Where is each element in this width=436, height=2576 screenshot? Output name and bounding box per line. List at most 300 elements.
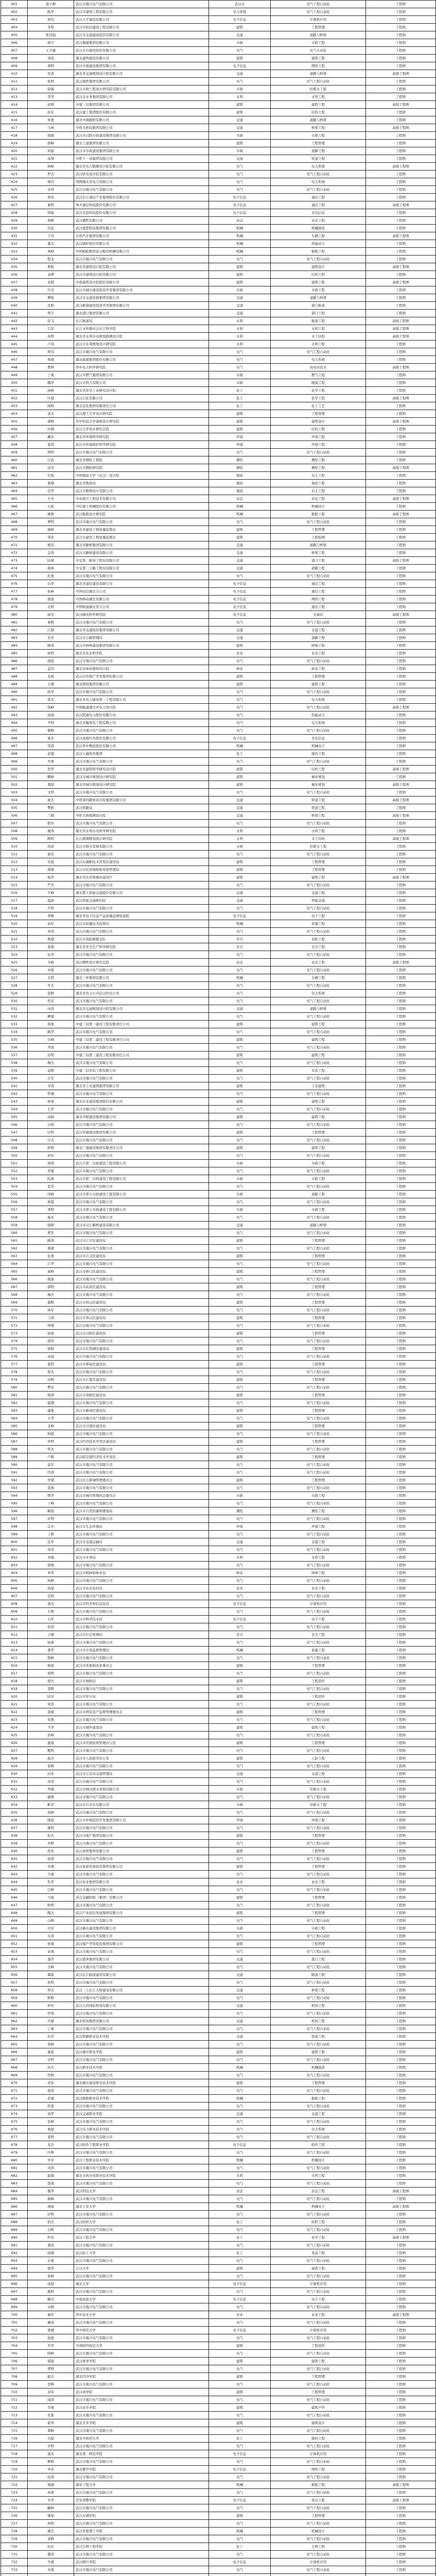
employer-name-cell: 中国能建湖北省电力设计院: [74, 704, 209, 711]
employer-name-cell: 湖北水利水电职业技术学院: [74, 2172, 209, 2180]
person-name-cell: 伊涛: [28, 2010, 74, 2018]
employer-name-cell: 武汉市晟兴电气有限公司: [74, 256, 209, 263]
table-row: [1, 742, 436, 750]
title-level-cell: 工程师: [366, 1531, 436, 1538]
employer-name-cell: 湖北建科建设有限公司: [74, 55, 209, 62]
specialty-cell: 电子工程: [271, 2296, 366, 2303]
row-number-cell: 571: [1, 1314, 28, 1322]
specialty-cell: 林业工程: [271, 665, 366, 673]
category-cell: 电气: [209, 2551, 271, 2558]
employer-name-cell: 烽火通信科技股份有限公司: [74, 201, 209, 209]
title-level-cell: 工程师: [366, 1113, 436, 1121]
category-cell: 电气: [209, 1979, 271, 1987]
category-cell: 电气: [209, 1368, 271, 1376]
row-number-cell: 621: [1, 1701, 28, 1708]
category-cell: 电气: [209, 2025, 271, 2033]
title-level-cell: 工程师: [366, 1129, 436, 1137]
table-row: [1, 526, 436, 534]
specialty-cell: 工程管理: [271, 1252, 366, 1260]
category-cell: 建筑: [209, 781, 271, 789]
table-row: [1, 2504, 436, 2512]
table-row: [1, 1021, 436, 1028]
title-level-cell: 工程师: [366, 665, 436, 673]
title-level-cell: 工程师: [366, 379, 436, 387]
title-level-cell: 工程师: [366, 758, 436, 766]
employer-name-cell: 湖北省水利水电科学研究院: [74, 827, 209, 835]
category-cell: 建筑: [209, 140, 271, 147]
table-row: [1, 163, 436, 171]
category-cell: 建筑: [209, 1036, 271, 1044]
category-cell: 建筑: [209, 24, 271, 31]
person-name-cell: 封军: [28, 1770, 74, 1778]
category-cell: 水利: [209, 93, 271, 101]
category-cell: 电气: [209, 2504, 271, 2512]
employer-name-cell: 武汉市晟兴电气有限公司: [74, 2427, 209, 2435]
title-level-cell: 工程师: [366, 2450, 436, 2458]
employer-name-cell: 武汉市燃气集团有限公司: [74, 371, 209, 379]
title-level-cell: 工程师: [366, 132, 436, 140]
employer-name-cell: 武汉凯迪电力股份有限公司: [74, 711, 209, 719]
employer-name-cell: 武汉市晟兴电气有限公司: [74, 2103, 209, 2110]
title-level-cell: 工程师: [366, 2072, 436, 2079]
specialty-cell: 电气工程自动化: [271, 2396, 366, 2404]
category-cell: 电子信息: [209, 1600, 271, 1608]
category-cell: 电气: [209, 619, 271, 626]
category-cell: 交通: [209, 626, 271, 634]
row-number-cell: 410: [1, 70, 28, 78]
specialty-cell: 工程管理: [271, 1848, 366, 1855]
category-cell: 电气: [209, 449, 271, 456]
employer-name-cell: 武汉市晟兴电气有限公司: [74, 2087, 209, 2095]
person-name-cell: 沿明: [28, 1052, 74, 1059]
category-cell: 建筑: [209, 2079, 271, 2087]
row-number-cell: 587: [1, 1438, 28, 1446]
table-row: [1, 93, 436, 101]
table-row: [1, 1090, 436, 1098]
specialty-cell: 高电压技术: [271, 364, 366, 371]
category-cell: 化工: [209, 2218, 271, 2226]
employer-name-cell: 武汉市晟兴电气有限公司: [74, 449, 209, 456]
row-number-cell: 504: [1, 796, 28, 804]
person-name-cell: 巴峰: [28, 1886, 74, 1894]
employer-name-cell: 武汉市交通建设投资有限公司: [74, 31, 209, 39]
table-row: [1, 395, 436, 402]
category-cell: 电气: [209, 1430, 271, 1438]
employer-name-cell: 武汉产业投资发展集团有限公司: [74, 1909, 209, 1917]
category-cell: 交通: [209, 155, 271, 163]
person-name-cell: 叶辉: [28, 2149, 74, 2157]
row-number-cell: 617: [1, 1670, 28, 1677]
category-cell: 电气: [209, 1747, 271, 1755]
title-level-cell: 工程师: [366, 2249, 436, 2257]
title-level-cell: 工程师: [366, 1106, 436, 1113]
title-level-cell: 高级工程师: [366, 333, 436, 341]
title-level-cell: 工程师: [366, 2257, 436, 2265]
table-row: [1, 2110, 436, 2118]
specialty-cell: 电气工程自动化: [271, 1546, 366, 1554]
category-cell: 电气: [209, 1948, 271, 1956]
employer-name-cell: 武汉市晟兴电气有限公司: [74, 1, 209, 8]
row-number-cell: 426: [1, 194, 28, 201]
employer-name-cell: 武汉市城市规划设计研究院: [74, 773, 209, 781]
title-level-cell: 高级工程师: [366, 611, 436, 619]
row-number-cell: 564: [1, 1260, 28, 1268]
title-level-cell: 工程师: [366, 2458, 436, 2466]
employer-name-cell: 湖北机场集团有限公司: [74, 2018, 209, 2025]
employer-name-cell: 武汉市建设工程质量监督站: [74, 534, 209, 541]
specialty-cell: 交通工程: [271, 2110, 366, 2118]
employer-name-cell: 武汉市测绘研究院: [74, 464, 209, 472]
title-level-cell: 工程师: [366, 851, 436, 858]
row-number-cell: 591: [1, 1469, 28, 1477]
table-row: [1, 1863, 436, 1871]
category-cell: 电子信息: [209, 603, 271, 611]
table-row: [1, 24, 436, 31]
person-name-cell: 贺华: [28, 766, 74, 773]
person-name-cell: 焦军: [28, 997, 74, 1005]
category-cell: 电气: [209, 1809, 271, 1817]
title-level-cell: 工程师: [366, 688, 436, 696]
title-level-cell: 工程师: [366, 1283, 436, 1291]
category-cell: 电气: [209, 2566, 271, 2574]
category-cell: 电气: [209, 1685, 271, 1693]
table-row: [1, 1956, 436, 1963]
row-number-cell: 709: [1, 2381, 28, 2388]
title-level-cell: 工程师: [366, 1013, 436, 1021]
specialty-cell: 电气工程自动化: [271, 1214, 366, 1222]
table-row: [1, 928, 436, 936]
specialty-cell: 电气工程自动化: [271, 1994, 366, 2002]
person-name-cell: 苏明: [28, 333, 74, 341]
employer-name-cell: 武汉市晟兴电气有限公司: [74, 572, 209, 580]
specialty-cell: 电气工程自动化: [271, 1531, 366, 1538]
row-number-cell: 441: [1, 310, 28, 317]
person-name-cell: 房斌: [28, 1477, 74, 1484]
employer-name-cell: 中铁第四勘察设计院集团有限公司: [74, 796, 209, 804]
title-level-cell: 工程师: [366, 1716, 436, 1724]
title-level-cell: 工程师: [366, 1144, 436, 1152]
person-name-cell: 赖峰: [28, 773, 74, 781]
title-level-cell: 工程师: [366, 858, 436, 866]
table-row: [1, 1361, 436, 1368]
table-row: [1, 920, 436, 928]
table-row: [1, 16, 436, 24]
row-number-cell: 555: [1, 1191, 28, 1198]
row-number-cell: 669: [1, 2072, 28, 2079]
table-row: [1, 487, 436, 495]
employer-name-cell: 武汉市晟兴电气有限公司: [74, 619, 209, 626]
specialty-cell: 电气工程自动化: [271, 1337, 366, 1345]
category-cell: 机械: [209, 920, 271, 928]
row-number-cell: 424: [1, 178, 28, 186]
row-number-cell: 482: [1, 626, 28, 634]
specialty-cell: 电气工程自动化: [271, 1685, 366, 1693]
row-number-cell: 650: [1, 1925, 28, 1933]
category-cell: 电气: [209, 1840, 271, 1848]
title-level-cell: 工程师: [366, 1616, 436, 1623]
category-cell: 机械: [209, 2203, 271, 2211]
category-cell: 化工: [209, 2435, 271, 2443]
row-number-cell: 620: [1, 1693, 28, 1701]
row-number-cell: 452: [1, 395, 28, 402]
category-cell: 建筑: [209, 426, 271, 433]
person-name-cell: 宿杰: [28, 2218, 74, 2226]
person-name-cell: 裘勇: [28, 1484, 74, 1492]
employer-name-cell: 武汉市晟兴电气有限公司: [74, 1701, 209, 1708]
category-cell: 市政: [209, 1786, 271, 1793]
title-level-cell: 工程师: [366, 2473, 436, 2481]
table-row: [1, 2226, 436, 2234]
specialty-cell: 机械电子: [271, 742, 366, 750]
person-name-cell: 骆峰: [28, 1345, 74, 1353]
table-row: [1, 843, 436, 851]
table-row: [1, 70, 436, 78]
table-row: [1, 959, 436, 967]
employer-name-cell: 湖北省农业科学院: [74, 650, 209, 657]
category-cell: 交通: [209, 310, 271, 317]
table-row: [1, 1909, 436, 1917]
specialty-cell: 电气工程自动化: [271, 1608, 366, 1616]
table-row: [1, 1623, 436, 1631]
person-name-cell: 裴辉: [28, 1685, 74, 1693]
employer-name-cell: 武汉市晟兴电气有限公司: [74, 186, 209, 194]
row-number-cell: 465: [1, 495, 28, 503]
row-number-cell: 641: [1, 1855, 28, 1863]
title-level-cell: 工程师: [366, 371, 436, 379]
table-row: [1, 688, 436, 696]
row-number-cell: 553: [1, 1175, 28, 1183]
category-cell: 电气: [209, 2365, 271, 2373]
category-cell: 电气: [209, 1778, 271, 1786]
specialty-cell: 电气工程自动化: [271, 1368, 366, 1376]
person-name-cell: 黎华: [28, 2188, 74, 2195]
person-name-cell: 全峰: [28, 1963, 74, 1971]
employer-name-cell: 武汉市发展和改革委员会: [74, 1662, 209, 1670]
employer-name-cell: 武汉天河国际机场有限公司: [74, 2002, 209, 2010]
row-number-cell: 706: [1, 2358, 28, 2365]
person-name-cell: 邴磊: [28, 1817, 74, 1824]
category-cell: 农业: [209, 2311, 271, 2319]
table-row: [1, 773, 436, 781]
category-cell: 交通: [209, 549, 271, 557]
person-name-cell: 能杰: [28, 2373, 74, 2381]
title-level-cell: 工程师: [366, 39, 436, 47]
employer-name-cell: 武汉市科学技术局: [74, 1616, 209, 1623]
title-level-cell: 工程师: [366, 1198, 436, 1206]
person-name-cell: 梅杰: [28, 1059, 74, 1067]
specialty-cell: 计算机应用: [271, 16, 366, 24]
title-level-cell: 工程师: [366, 1276, 436, 1283]
employer-name-cell: 武汉市晟兴电气有限公司: [74, 1167, 209, 1175]
specialty-cell: 电气工程自动化: [271, 2242, 366, 2249]
person-name-cell: 郦峰: [28, 2504, 74, 2512]
title-level-cell: 工程师: [366, 1044, 436, 1052]
title-level-cell: 工程师: [366, 116, 436, 124]
title-level-cell: 工程师: [366, 735, 436, 742]
table-row: [1, 286, 436, 294]
row-number-cell: 582: [1, 1399, 28, 1407]
category-cell: 市政: [209, 371, 271, 379]
person-name-cell: 庄军: [28, 1075, 74, 1082]
table-row: [1, 109, 436, 116]
table-row: [1, 441, 436, 449]
employer-name-cell: 武汉市晟兴电气有限公司: [74, 657, 209, 665]
title-level-cell: 工程师: [366, 47, 436, 55]
category-cell: 建筑: [209, 2512, 271, 2520]
row-number-cell: 500: [1, 766, 28, 773]
employer-name-cell: 湖北省通信建设有限公司: [74, 580, 209, 588]
employer-name-cell: 华中电力科学研究院: [74, 364, 209, 371]
specialty-cell: 农业工程: [271, 1585, 366, 1592]
table-row: [1, 2404, 436, 2412]
title-level-cell: 工程师: [366, 256, 436, 263]
employer-name-cell: 武汉市晟兴电气有限公司: [74, 1245, 209, 1252]
title-level-cell: 工程师: [366, 696, 436, 704]
table-row: [1, 1531, 436, 1538]
category-cell: 电子信息: [209, 209, 271, 217]
person-name-cell: 薄磊: [28, 2203, 74, 2211]
row-number-cell: 715: [1, 2427, 28, 2435]
title-level-cell: 工程师: [366, 1121, 436, 1129]
title-level-cell: 工程师: [366, 1330, 436, 1337]
person-name-cell: 咸磊: [28, 2280, 74, 2288]
person-name-cell: 张明: [28, 78, 74, 86]
person-name-cell: 富涛: [28, 1855, 74, 1863]
category-cell: 电气: [209, 1121, 271, 1129]
employer-name-cell: 武汉市环境保护科学研究院: [74, 441, 209, 449]
table-row: [1, 209, 436, 217]
person-name-cell: 蒙斌: [28, 2327, 74, 2334]
specialty-cell: 水利工程: [271, 2172, 366, 2180]
employer-name-cell: 湖北中南路桥有限公司: [74, 116, 209, 124]
specialty-cell: 电气工程自动化: [271, 1446, 366, 1453]
specialty-cell: 电气工程自动化: [271, 2072, 366, 2079]
title-level-cell: 工程师: [366, 673, 436, 681]
table-row: [1, 232, 436, 240]
employer-name-cell: 武汉市晟兴电气有限公司: [74, 1592, 209, 1600]
employer-name-cell: 武汉市洪山区建设局: [74, 1299, 209, 1307]
table-row: [1, 2489, 436, 2497]
title-level-cell: 高级工程师: [366, 70, 436, 78]
row-number-cell: 632: [1, 1786, 28, 1793]
person-name-cell: 邱华: [28, 1337, 74, 1345]
row-number-cell: 586: [1, 1430, 28, 1438]
row-number-cell: 623: [1, 1716, 28, 1724]
title-level-cell: 工程师: [366, 2157, 436, 2164]
title-level-cell: 高级工程师: [366, 464, 436, 472]
row-number-cell: 596: [1, 1507, 28, 1515]
row-number-cell: 698: [1, 2296, 28, 2303]
title-level-cell: 工程师: [366, 1492, 436, 1500]
employer-name-cell: 武汉科技大学: [74, 2188, 209, 2195]
title-level-cell: 工程师: [366, 2172, 436, 2180]
person-name-cell: 萧峰: [28, 248, 74, 256]
table-row: [1, 1925, 436, 1933]
employer-name-cell: 武汉市晟兴电气有限公司: [74, 1075, 209, 1082]
person-name-cell: 仰杰: [28, 1987, 74, 1994]
employer-name-cell: 湖北省电力建设第一工程有限公司: [74, 696, 209, 704]
table-row: [1, 240, 436, 248]
employer-name-cell: 华中师范大学: [74, 2327, 209, 2334]
person-name-cell: 暴磊: [28, 2048, 74, 2056]
person-name-cell: 幸军: [28, 2157, 74, 2164]
table-row: [1, 1376, 436, 1384]
row-number-cell: 414: [1, 101, 28, 109]
specialty-cell: 工程管理: [271, 1330, 366, 1337]
row-number-cell: 692: [1, 2249, 28, 2257]
category-cell: 电气: [209, 78, 271, 86]
category-cell: 农业: [209, 1878, 271, 1886]
table-row: [1, 2273, 436, 2280]
category-cell: 建筑: [209, 1021, 271, 1028]
person-name-cell: 却明: [28, 2520, 74, 2528]
category-cell: 电气: [209, 1384, 271, 1392]
table-row: [1, 650, 436, 657]
employer-name-cell: 武汉智能交通研究院: [74, 897, 209, 905]
employer-name-cell: 武汉市市场监督管理局: [74, 1647, 209, 1654]
employer-name-cell: 武汉市晟兴电气有限公司: [74, 1685, 209, 1693]
specialty-cell: 电力系统: [271, 356, 366, 364]
employer-name-cell: 湖北工业大学: [74, 2203, 209, 2211]
employer-name-cell: 武汉市晟兴电气有限公司: [74, 1399, 209, 1407]
specialty-cell: 电气工程自动化: [271, 2489, 366, 2497]
specialty-cell: 环境工程: [271, 1523, 366, 1531]
specialty-cell: 工程管理: [271, 1392, 366, 1399]
person-name-cell: 史军: [28, 634, 74, 642]
employer-name-cell: 武汉地铁集团有限公司: [74, 78, 209, 86]
table-row: [1, 974, 436, 982]
employer-name-cell: 武汉市晟兴电气有限公司: [74, 758, 209, 766]
title-level-cell: 工程师: [366, 1562, 436, 1569]
category-cell: 电气: [209, 1716, 271, 1724]
specialty-cell: 电气工程自动化: [271, 572, 366, 580]
title-level-cell: 工程师: [366, 1933, 436, 1940]
specialty-cell: 电气工程自动化: [271, 982, 366, 990]
title-level-cell: 高级工程师: [366, 766, 436, 773]
specialty-cell: 软件工程: [271, 2141, 366, 2149]
employer-name-cell: 武汉市晟兴电气有限公司: [74, 2025, 209, 2033]
specialty-cell: 光通信: [271, 611, 366, 619]
specialty-cell: 电气工程自动化: [271, 1747, 366, 1755]
row-number-cell: 667: [1, 2056, 28, 2064]
employer-name-cell: 武汉光谷建设投资有限公司: [74, 47, 209, 55]
title-level-cell: 工程师: [366, 2010, 436, 2018]
table-row: [1, 758, 436, 766]
person-name-cell: 李鸣: [28, 24, 74, 31]
specialty-cell: 桥梁工程: [271, 124, 366, 132]
employer-name-cell: 武汉临空港经济技术开发区: [74, 1453, 209, 1461]
table-row: [1, 2072, 436, 2079]
category-cell: 电气: [209, 982, 271, 990]
person-name-cell: 石军: [28, 1616, 74, 1623]
title-level-cell: 工程师: [366, 866, 436, 874]
table-row: [1, 1337, 436, 1345]
employer-name-cell: 湖北省建设工程质量监督站: [74, 526, 209, 534]
table-row: [1, 1036, 436, 1044]
table-row: [1, 1894, 436, 1902]
employer-name-cell: 湖北楚天智能交通股份有限公司: [74, 889, 209, 897]
title-level-cell: 工程师: [366, 541, 436, 549]
employer-name-cell: 武汉市晟兴电气有限公司: [74, 518, 209, 526]
person-name-cell: 谢明: [28, 201, 74, 209]
employer-name-cell: 武汉金融控股（集团）有限公司: [74, 1894, 209, 1902]
category-cell: 电气: [209, 928, 271, 936]
row-number-cell: 445: [1, 341, 28, 348]
row-number-cell: 726: [1, 2512, 28, 2520]
category-cell: 电子信息: [209, 611, 271, 619]
table-row: [1, 711, 436, 719]
category-cell: 电气: [209, 1214, 271, 1222]
